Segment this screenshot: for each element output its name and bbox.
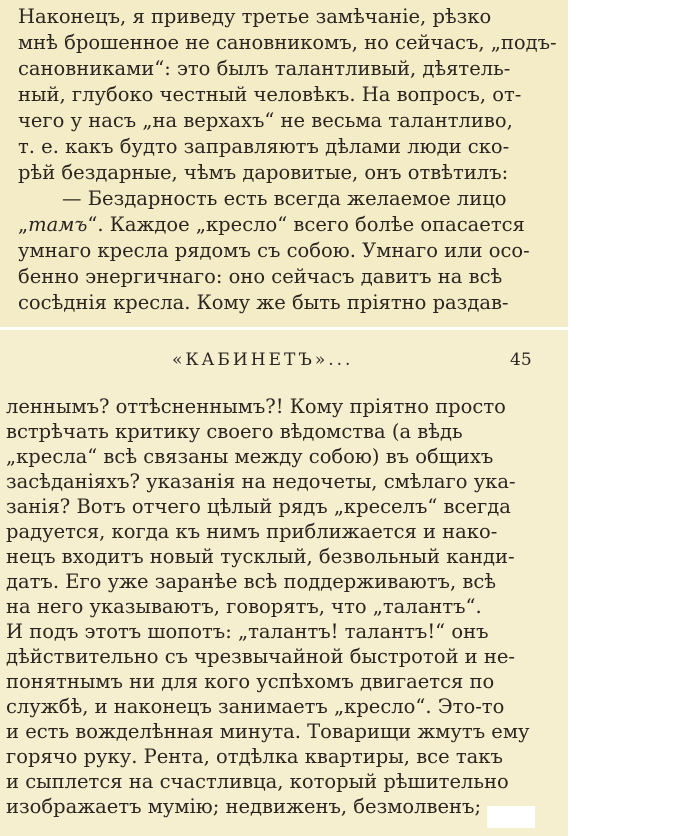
- running-head-title: «КАБИНЕТЪ»...: [172, 350, 354, 370]
- text-line: „тамъ“. Каждое „кресло“ всего болѣе опасается: [18, 213, 525, 236]
- text-line: радуется, когда къ нимъ приближается и нако-: [6, 520, 498, 543]
- text-line: горячо руку. Рента, отдѣлка квартиры, все такъ: [6, 745, 503, 768]
- text-line: мнѣ брошенное не сановникомъ, но сейчасъ, „подъ-: [18, 31, 557, 54]
- text-line: и сыплется на счастливца, который рѣшительно: [6, 770, 509, 793]
- text-line: чего у насъ „на верхахъ“ не весьма талантливо,: [18, 109, 513, 132]
- upper-page-fragment: [0, 0, 568, 327]
- text-line: „кресла“ всѣ связаны между собою) въ общихъ: [6, 445, 494, 468]
- text-line: и есть вожделѣнная минута. Товарищи жмутъ ему: [6, 720, 530, 743]
- text-line: ный, глубоко честный человѣкъ. На вопросъ, от-: [18, 83, 522, 106]
- text-line: сосѣднія кресла. Кому же быть пріятно раздав-: [18, 291, 509, 314]
- text-line: дѣйствительно съ чрезвычайной быстротой и не-: [6, 645, 515, 668]
- text-line: нецъ входитъ новый тусклый, безвольный канди-: [6, 545, 515, 568]
- text-line: занія? Вотъ отчего цѣлый рядъ „креселъ“ всегда: [6, 495, 511, 518]
- text-line: т. е. какъ будто заправляютъ дѣлами люди ско-: [18, 135, 510, 158]
- text-line: — Бездарность есть всегда желаемое лицо: [62, 187, 507, 210]
- text-fragment: “. Каждое „кресло“ всего болѣе опасается: [87, 213, 525, 236]
- text-line: датъ. Его уже заранѣе всѣ поддерживаютъ, всѣ: [6, 570, 497, 593]
- text-line: леннымъ? оттѣсненнымъ?! Кому пріятно просто: [6, 395, 506, 418]
- text-line: И подъ этотъ шопотъ: „талантъ! талантъ!“ онъ: [6, 620, 489, 643]
- text-line: засѣданіяхъ? указанія на недочеты, смѣлаго ука-: [6, 470, 516, 493]
- text-line: изображаетъ мумію; недвиженъ, безмолвенъ;: [6, 795, 482, 818]
- text-line: понятнымъ ни для кого успѣхомъ двигается по: [6, 670, 495, 693]
- text-line: встрѣчать критику своего вѣдомства (а вѣдь: [6, 420, 463, 443]
- text-line: службѣ, и наконецъ занимаетъ „кресло“. Это-то: [6, 695, 505, 718]
- text-line: умнаго кресла рядомъ съ собою. Умнаго или осо-: [18, 239, 530, 262]
- white-redaction-patch: [487, 806, 535, 828]
- text-line: Наконецъ, я приведу третье замѣчаніе, рѣзко: [18, 5, 492, 28]
- italic-word: тамъ: [28, 213, 88, 236]
- text-line: сановниками“: это былъ талантливый, дѣятель-: [18, 57, 511, 80]
- text-line: бенно энергичнаго: оно сейчасъ давитъ на всѣ: [18, 265, 503, 288]
- text-line: рѣй бездарные, чѣмъ даровитые, онъ отвѣтилъ:: [18, 161, 509, 184]
- text-line: на него указываютъ, говорятъ, что „талантъ“.: [6, 595, 482, 618]
- page-number: 45: [510, 350, 532, 370]
